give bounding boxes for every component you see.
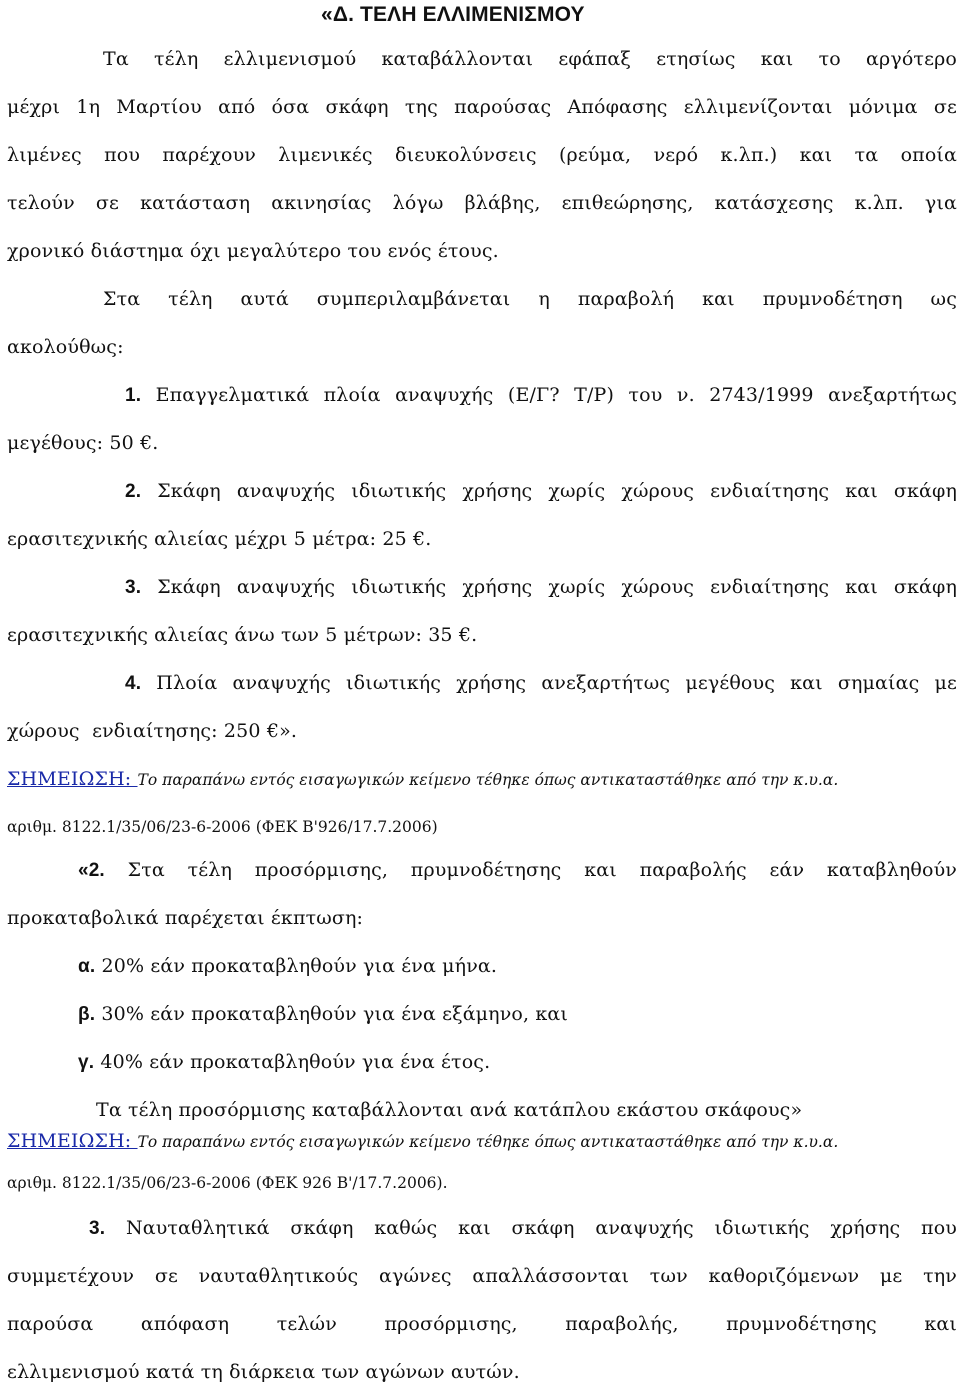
intro-line-4: τελούν σε κατάσταση ακινησίας λόγω βλάβης, επιθεώρησης, κατάσχεσης κ.λπ. για xyxy=(7,192,957,214)
note-2-text: Το παραπάνω εντός εισαγωγικών κείμενο τέθηκε όπως αντικαταστάθηκε από την κ.υ.α. xyxy=(137,1133,839,1151)
item-2-text: Σκάφη αναψυχής ιδιωτικής χρήσης χωρίς χώρους ενδιαίτησης και σκάφη xyxy=(157,480,957,502)
intro-line-5: χρονικό διάστημα όχι μεγαλύτερο του ενός έτους. xyxy=(7,240,499,262)
section-title: «Δ. ΤΕΛΗ ΕΛΛΙΜΕΝΙΣΜΟΥ xyxy=(321,3,585,26)
intro-line-1: Τα τέλη ελλιμενισμού καταβάλλονται εφάπαξ ετησίως και το αργότερο xyxy=(103,48,957,70)
option-b-letter: β. xyxy=(78,1004,96,1025)
option-a-text: 20% εάν προκαταβληθούν για ένα μήνα. xyxy=(101,955,498,977)
option-a-letter: α. xyxy=(78,956,96,977)
option-c-letter: γ. xyxy=(78,1052,95,1073)
discount-number: «2. xyxy=(78,860,105,881)
option-b-text: 30% εάν προκαταβληθούν για ένα εξάμηνο, και xyxy=(101,1003,568,1025)
item-3-text: Σκάφη αναψυχής ιδιωτικής χρήσης χωρίς χώρους ενδιαίτησης και σκάφη xyxy=(157,576,957,598)
item-1-number: 1. xyxy=(125,385,142,406)
item-1-line-1 xyxy=(125,382,957,409)
discount-closing: Τα τέλη προσόρμισης καταβάλλονται ανά κατάπλου εκάστου σκάφους» xyxy=(96,1099,803,1121)
option-c-text: 40% εάν προκαταβληθούν για ένα έτος. xyxy=(100,1051,491,1073)
sports-line-4: ελλιμενισμού κατά τη διάρκεια των αγώνων αυτών. xyxy=(7,1361,520,1383)
note-2-line-1 xyxy=(7,1128,957,1155)
item-1-text: Επαγγελματικά πλοία αναψυχής (Ε/Γ? Τ/Ρ) του ν. 2743/1999 ανεξαρτήτως xyxy=(155,384,957,406)
includes-line-2: ακολούθως: xyxy=(7,336,124,358)
note-1-line-2: αριθμ. 8122.1/35/06/23-6-2006 (ΦΕΚ Β'926/17.7.2006) xyxy=(7,818,438,836)
sports-line-1 xyxy=(89,1215,957,1242)
note-1-line-1 xyxy=(7,766,957,793)
item-2-number: 2. xyxy=(125,481,142,502)
note-2-label[interactable]: ΣΗΜΕΙΩΣΗ: xyxy=(7,1130,138,1152)
note-1-label[interactable]: ΣΗΜΕΙΩΣΗ: xyxy=(7,768,138,790)
item-4-number: 4. xyxy=(125,673,142,694)
item-1-line-2: μεγέθους: 50 €. xyxy=(7,432,159,454)
discount-option-c xyxy=(78,1049,490,1076)
item-3-number: 3. xyxy=(125,577,142,598)
intro-line-3: λιμένες που παρέχουν λιμενικές διευκολύνσεις (ρεύμα, νερό κ.λπ.) και τα οποία xyxy=(7,144,957,166)
sports-text: Ναυταθλητικά σκάφη καθώς και σκάφη αναψυχής ιδιωτικής χρήσης που xyxy=(125,1217,957,1239)
discount-option-b xyxy=(78,1001,568,1028)
item-3-line-1 xyxy=(125,574,957,601)
discount-option-a xyxy=(78,953,497,980)
sports-line-3: παρούσα απόφαση τελών προσόρμισης, παραβολής, πρυμνοδέτησης και xyxy=(7,1313,957,1335)
note-1-text: Το παραπάνω εντός εισαγωγικών κείμενο τέθηκε όπως αντικαταστάθηκε από την κ.υ.α. xyxy=(137,771,839,789)
item-3-line-2: ερασιτεχνικής αλιείας άνω των 5 μέτρων: 35 €. xyxy=(7,624,478,646)
includes-line-1: Στα τέλη αυτά συμπεριλαμβάνεται η παραβολή και πρυμνοδέτηση ως xyxy=(103,288,957,310)
sports-number: 3. xyxy=(89,1218,106,1239)
item-4-line-1 xyxy=(125,670,957,697)
discount-line-1 xyxy=(78,857,957,884)
intro-line-2: μέχρι 1η Μαρτίου από όσα σκάφη της παρούσας Απόφασης ελλιμενίζονται μόνιμα σε xyxy=(7,96,957,118)
item-4-line-2: χώρους ενδιαίτησης: 250 €». xyxy=(7,720,298,742)
discount-line-2: προκαταβολικά παρέχεται έκπτωση: xyxy=(7,907,364,929)
item-4-text: Πλοία αναψυχής ιδιωτικής χρήσης ανεξαρτήτως μεγέθους και σημαίας με xyxy=(156,672,957,694)
item-2-line-2: ερασιτεχνικής αλιείας μέχρι 5 μέτρα: 25 €. xyxy=(7,528,432,550)
item-2-line-1 xyxy=(125,478,957,505)
sports-line-2: συμμετέχουν σε ναυταθλητικούς αγώνες απαλλάσσονται των καθοριζόμενων με την xyxy=(7,1265,957,1287)
discount-text: Στα τέλη προσόρμισης, πρυμνοδέτησης και παραβολής εάν καταβληθούν xyxy=(127,859,957,881)
note-2-line-2: αριθμ. 8122.1/35/06/23-6-2006 (ΦΕΚ 926 Β'/17.7.2006). xyxy=(7,1174,448,1192)
